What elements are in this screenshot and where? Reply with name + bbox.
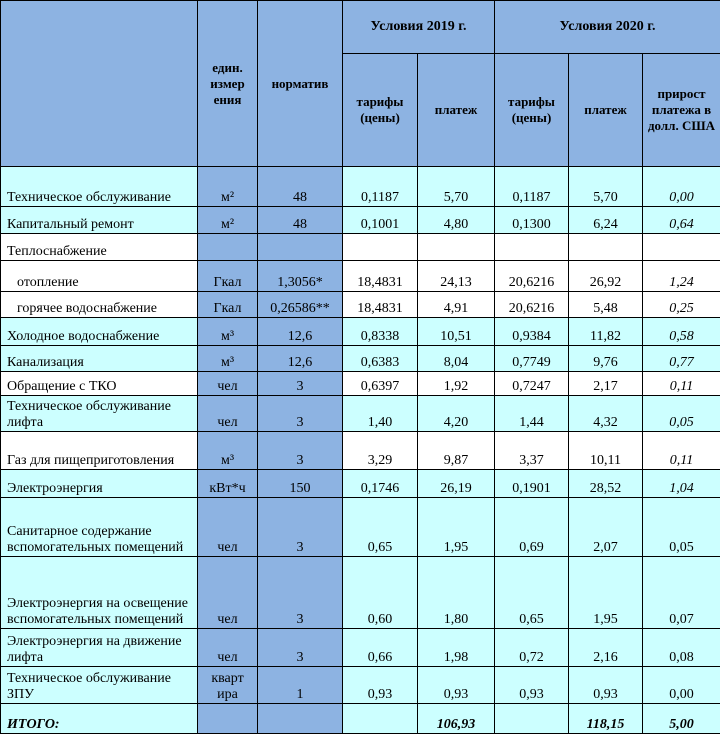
table-row [1, 498, 720, 557]
row-growth: 0,25 [643, 292, 720, 318]
row-tariff-2020: 20,6216 [495, 261, 569, 292]
row-tariff-2020: 0,93 [495, 667, 569, 704]
row-tariff-2020 [495, 234, 569, 261]
row-tariff-2019 [343, 234, 418, 261]
row-unit: чел [198, 557, 258, 629]
row-norm: 1,3056* [258, 261, 343, 292]
table-row [1, 396, 720, 432]
row-tariff-2020: 0,65 [495, 557, 569, 629]
row-norm: 3 [258, 372, 343, 396]
row-name: Техническое обслуживание ЗПУ [1, 667, 198, 704]
row-payment-2019: 0,93 [418, 667, 495, 704]
row-name: горячее водоснабжение [1, 292, 198, 318]
row-growth: 0,05 [643, 396, 720, 432]
row-tariff-2019: 18,4831 [343, 261, 418, 292]
row-payment-2019: 1,92 [418, 372, 495, 396]
total-tariff-2019 [343, 704, 418, 734]
row-tariff-2019: 18,4831 [343, 292, 418, 318]
row-growth: 0,58 [643, 318, 720, 346]
row-tariff-2019: 1,40 [343, 396, 418, 432]
row-payment-2019: 4,80 [418, 207, 495, 234]
table-row [1, 629, 720, 667]
row-tariff-2019: 0,6383 [343, 346, 418, 372]
row-growth: 0,00 [643, 667, 720, 704]
row-norm: 3 [258, 557, 343, 629]
row-unit: м³ [198, 432, 258, 470]
row-growth: 0,11 [643, 372, 720, 396]
row-norm: 3 [258, 629, 343, 667]
row-payment-2019: 1,98 [418, 629, 495, 667]
row-payment-2020: 26,92 [569, 261, 643, 292]
row-unit: чел [198, 498, 258, 557]
row-norm: 1 [258, 667, 343, 704]
row-tariff-2019: 0,65 [343, 498, 418, 557]
header-2020: Условия 2020 г. [495, 1, 720, 54]
table-row [1, 346, 720, 372]
row-unit: кварт ира [198, 667, 258, 704]
row-payment-2020: 5,48 [569, 292, 643, 318]
row-norm: 3 [258, 396, 343, 432]
row-tariff-2020: 0,69 [495, 498, 569, 557]
row-payment-2020: 10,11 [569, 432, 643, 470]
header-payment-2019: платеж [418, 54, 495, 167]
row-payment-2020: 5,70 [569, 167, 643, 207]
row-payment-2019: 24,13 [418, 261, 495, 292]
row-name: Холодное водоснабжение [1, 318, 198, 346]
row-name: отопление [1, 261, 198, 292]
header-unit: един. измер ения [198, 1, 258, 167]
table-row [1, 470, 720, 498]
row-payment-2020 [569, 234, 643, 261]
row-tariff-2020: 1,44 [495, 396, 569, 432]
row-name: Техническое обслуживание лифта [1, 396, 198, 432]
table-row [1, 167, 720, 207]
row-norm: 0,26586** [258, 292, 343, 318]
row-tariff-2020: 0,1300 [495, 207, 569, 234]
row-unit: чел [198, 396, 258, 432]
row-growth: 0,11 [643, 432, 720, 470]
table-row [1, 667, 720, 704]
row-growth: 0,08 [643, 629, 720, 667]
header-payment-2020: платеж [569, 54, 643, 167]
total-payment-2020: 118,15 [569, 704, 643, 734]
row-tariff-2019: 0,8338 [343, 318, 418, 346]
row-name: Теплоснабжение [1, 234, 198, 261]
row-norm: 12,6 [258, 346, 343, 372]
row-tariff-2019: 0,1746 [343, 470, 418, 498]
row-tariff-2019: 0,1187 [343, 167, 418, 207]
row-tariff-2020: 0,1187 [495, 167, 569, 207]
total-unit [198, 704, 258, 734]
row-name: Канализация [1, 346, 198, 372]
row-growth: 0,00 [643, 167, 720, 207]
row-norm [258, 234, 343, 261]
row-tariff-2020: 3,37 [495, 432, 569, 470]
total-payment-2019: 106,93 [418, 704, 495, 734]
row-payment-2020: 4,32 [569, 396, 643, 432]
row-payment-2020: 2,07 [569, 498, 643, 557]
row-growth: 1,24 [643, 261, 720, 292]
table-row [1, 234, 720, 261]
row-unit: м³ [198, 318, 258, 346]
row-name: Газ для пищеприготовления [1, 432, 198, 470]
row-norm: 12,6 [258, 318, 343, 346]
table-row [1, 557, 720, 629]
row-growth [643, 234, 720, 261]
row-name: Капитальный ремонт [1, 207, 198, 234]
row-growth: 0,77 [643, 346, 720, 372]
header-growth: прирост платежа в долл. США [643, 54, 720, 167]
row-norm: 3 [258, 498, 343, 557]
row-payment-2019 [418, 234, 495, 261]
row-name: Обращение с ТКО [1, 372, 198, 396]
table-row [1, 261, 720, 292]
row-payment-2020: 28,52 [569, 470, 643, 498]
row-payment-2019: 5,70 [418, 167, 495, 207]
row-growth: 1,04 [643, 470, 720, 498]
row-unit: м³ [198, 346, 258, 372]
row-unit: кВт*ч [198, 470, 258, 498]
row-payment-2020: 0,93 [569, 667, 643, 704]
row-payment-2020: 11,82 [569, 318, 643, 346]
total-label: ИТОГО: [1, 704, 198, 734]
table-row [1, 318, 720, 346]
row-name: Электроэнергия на освещение вспомогательных помещений [1, 557, 198, 629]
row-name: Санитарное содержание вспомогательных помещений [1, 498, 198, 557]
row-unit: чел [198, 629, 258, 667]
row-tariff-2020: 0,9384 [495, 318, 569, 346]
row-payment-2020: 2,17 [569, 372, 643, 396]
total-tariff-2020 [495, 704, 569, 734]
row-unit: Гкал [198, 292, 258, 318]
row-norm: 48 [258, 167, 343, 207]
row-payment-2019: 1,80 [418, 557, 495, 629]
total-growth: 5,00 [643, 704, 720, 734]
row-payment-2020: 1,95 [569, 557, 643, 629]
row-growth: 0,05 [643, 498, 720, 557]
row-payment-2019: 4,20 [418, 396, 495, 432]
row-tariff-2020: 0,72 [495, 629, 569, 667]
row-growth: 0,07 [643, 557, 720, 629]
row-tariff-2020: 20,6216 [495, 292, 569, 318]
header-2019: Условия 2019 г. [343, 1, 495, 54]
row-tariff-2019: 3,29 [343, 432, 418, 470]
row-norm: 3 [258, 432, 343, 470]
row-payment-2019: 10,51 [418, 318, 495, 346]
row-growth: 0,64 [643, 207, 720, 234]
total-row [1, 704, 720, 734]
row-payment-2019: 4,91 [418, 292, 495, 318]
table-row [1, 372, 720, 396]
header-tariff-2020: тарифы (цены) [495, 54, 569, 167]
table-row [1, 432, 720, 470]
row-unit: м² [198, 167, 258, 207]
table-body [1, 167, 720, 734]
row-tariff-2019: 0,1001 [343, 207, 418, 234]
header-name-column [1, 1, 198, 167]
row-unit: Гкал [198, 261, 258, 292]
row-unit: чел [198, 372, 258, 396]
row-unit: м² [198, 207, 258, 234]
row-tariff-2020: 0,1901 [495, 470, 569, 498]
row-payment-2019: 8,04 [418, 346, 495, 372]
row-name: Техническое обслуживание [1, 167, 198, 207]
row-payment-2020: 6,24 [569, 207, 643, 234]
row-payment-2019: 26,19 [418, 470, 495, 498]
row-tariff-2019: 0,66 [343, 629, 418, 667]
row-norm: 150 [258, 470, 343, 498]
row-payment-2019: 9,87 [418, 432, 495, 470]
row-tariff-2020: 0,7749 [495, 346, 569, 372]
table-row [1, 207, 720, 234]
row-payment-2019: 1,95 [418, 498, 495, 557]
row-name: Электроэнергия на движение лифта [1, 629, 198, 667]
table-row [1, 292, 720, 318]
row-payment-2020: 9,76 [569, 346, 643, 372]
row-tariff-2019: 0,93 [343, 667, 418, 704]
row-tariff-2019: 0,6397 [343, 372, 418, 396]
header-tariff-2019: тарифы (цены) [343, 54, 418, 167]
row-name: Электроэнергия [1, 470, 198, 498]
row-norm: 48 [258, 207, 343, 234]
total-norm [258, 704, 343, 734]
row-unit [198, 234, 258, 261]
row-tariff-2020: 0,7247 [495, 372, 569, 396]
row-tariff-2019: 0,60 [343, 557, 418, 629]
header-norm: норматив [258, 1, 343, 167]
row-payment-2020: 2,16 [569, 629, 643, 667]
